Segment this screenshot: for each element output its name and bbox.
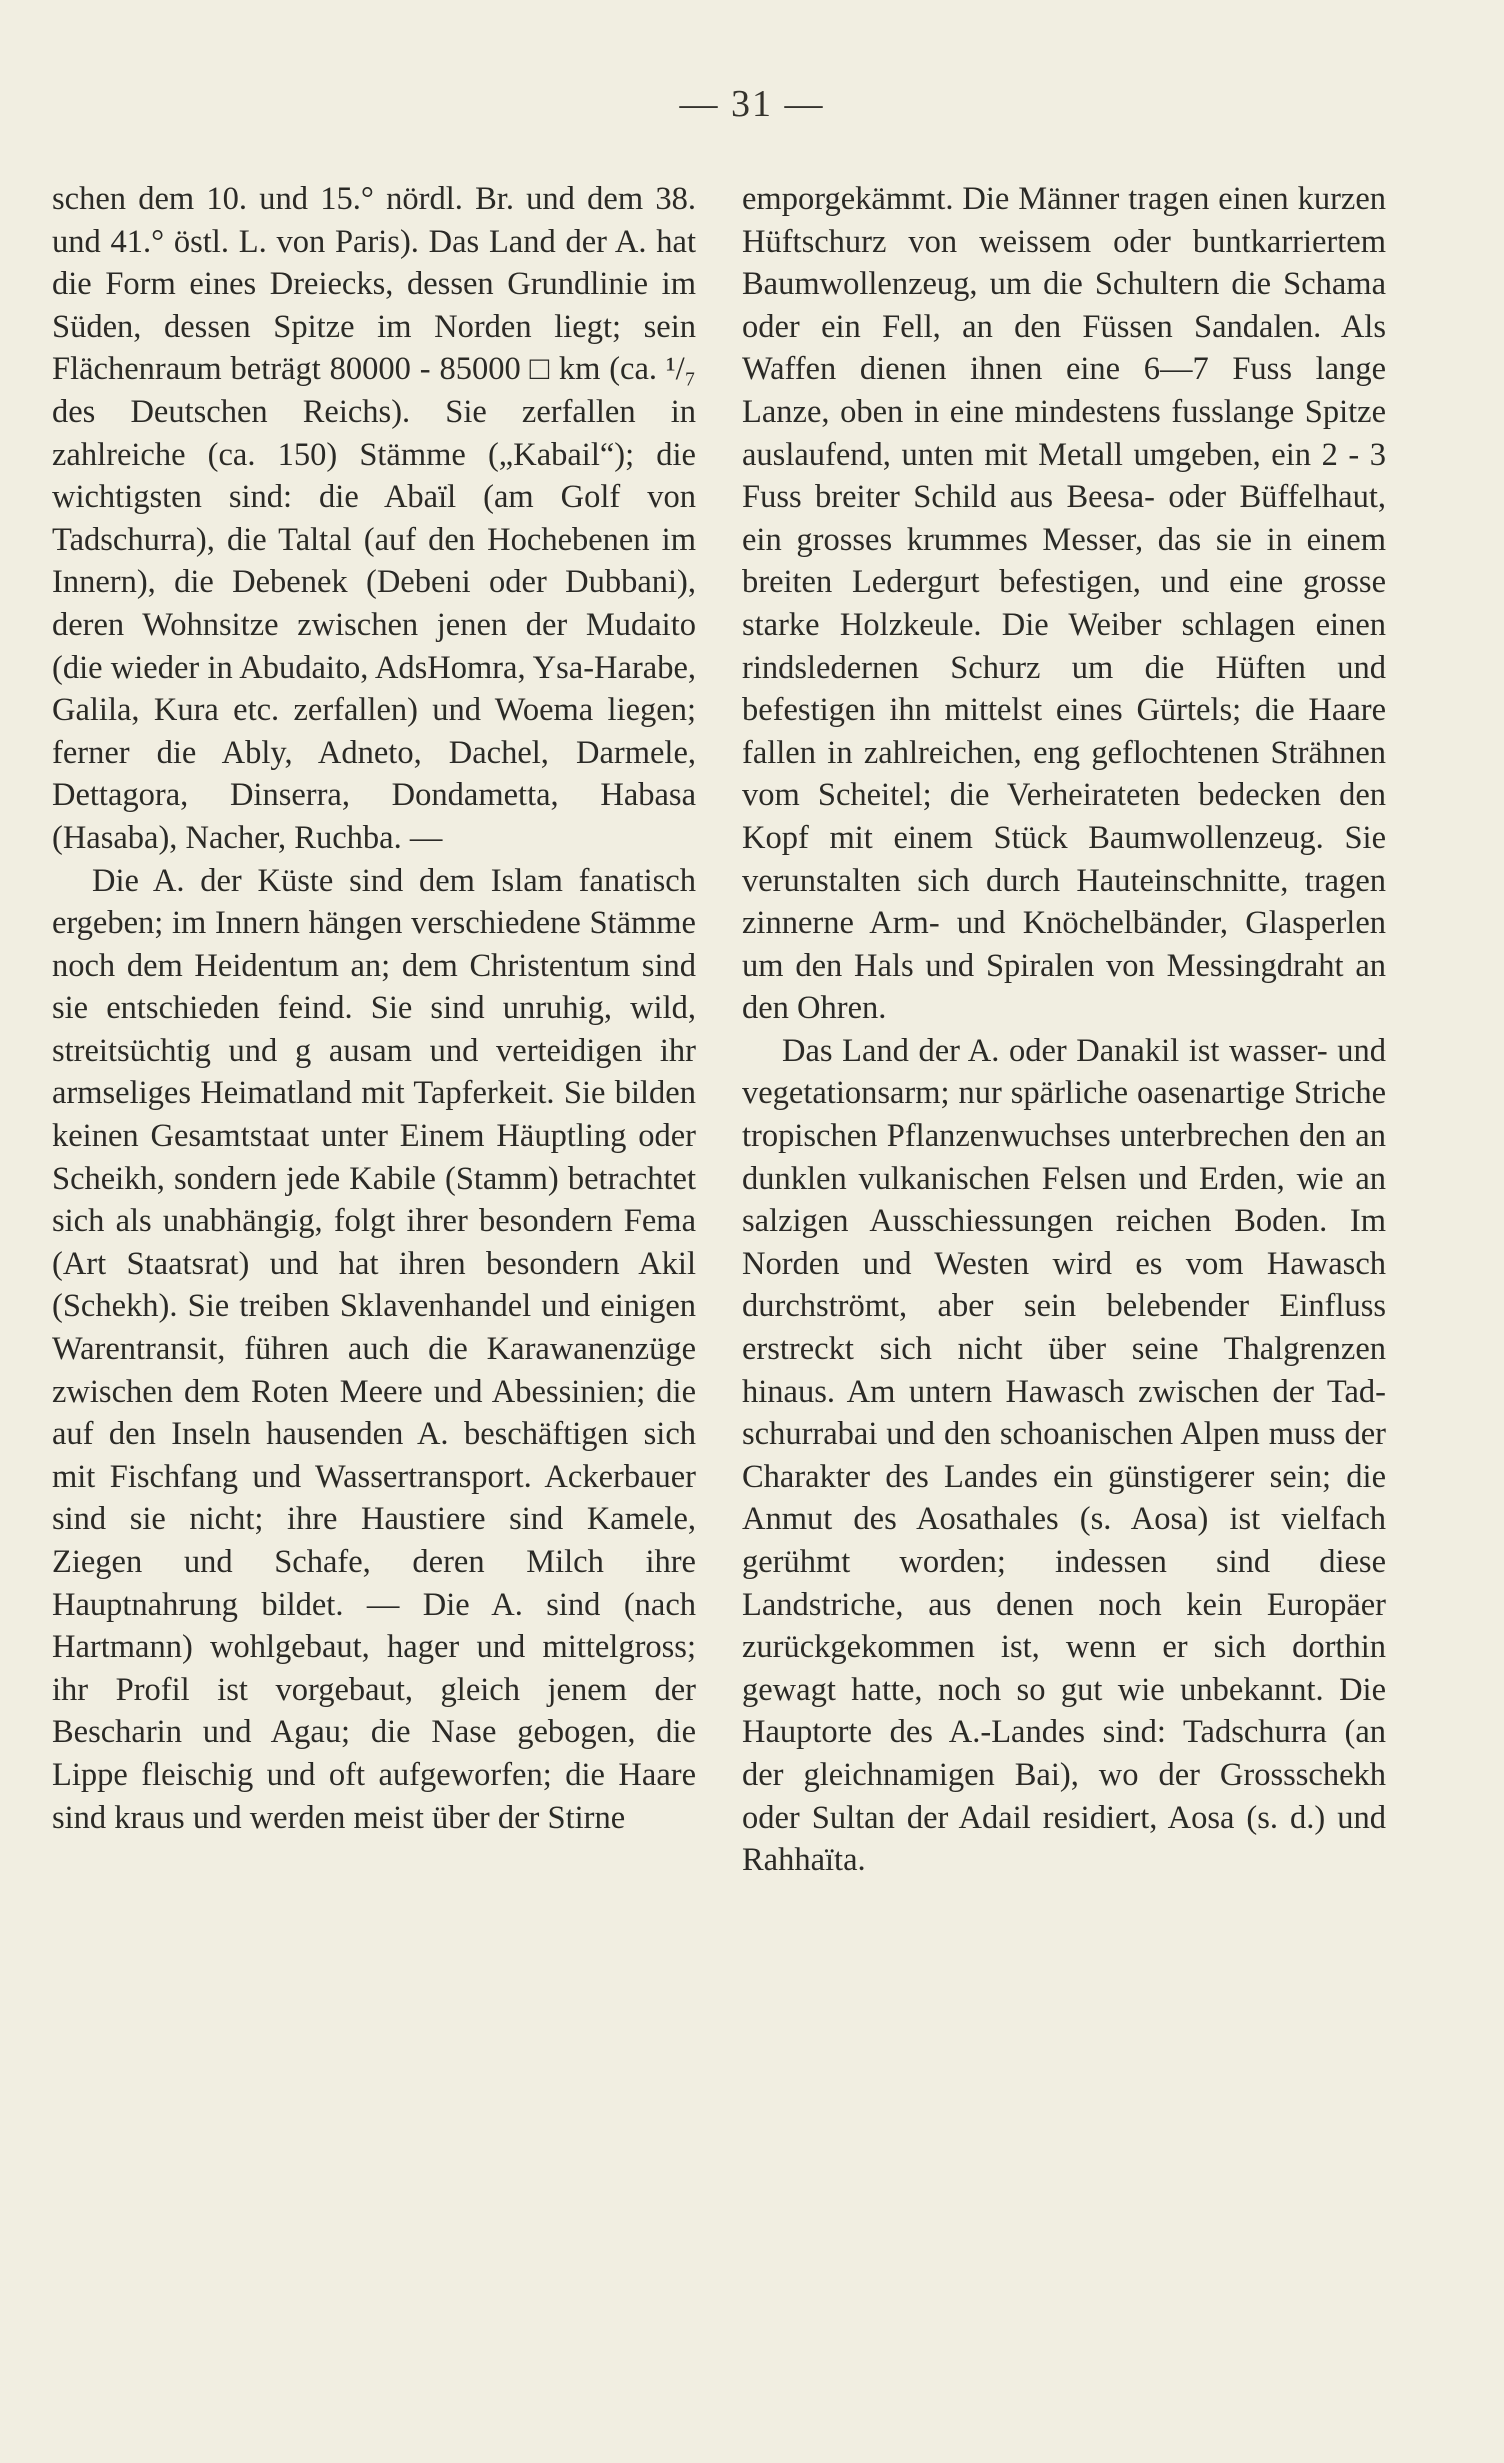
paragraph: emporgekämmt. Die Männer tragen einen kurzen Hüftschurz von weissem oder buntkarriertem Baumwollenzeug, um die Schultern die Schama oder ein Fell, an den Füssen Sandalen. Als Waffen dienen ihnen eine 6—7 Fuss lange Lanze, oben in eine mindestens fusslange Spitze auslaufend, unten mit Metall umgeben, ein 2 - 3 Fuss breiter Schild aus Beesa- oder Büffelhaut, ein grosses krummes Messer, das sie in einem breiten Ledergurt befestigen, und eine grosse starke Holzkeule. Die Weiber schlagen einen rindsledernen Schurz um die Hüften und befestigen ihn mittelst eines Gürtels; die Haare fallen in zahlreichen, eng geflochtenen Strähnen vom Scheitel; die Verheirateten bedecken den Kopf mit einem Stück Baumwollenzeug. Sie verunstalten sich durch Hauteinschnitte, tragen zinnerne Arm- und Knöchelbänder, Glasperlen um den Hals und Spiralen von Messingdraht an den Ohren. [742, 181, 1386, 1027]
paragraph: Das Land der A. oder Danakil ist wasser- und vegetationsarm; nur spärliche oasenartige Striche tropischen Pflanzenwuchses unterbrechen den an dunklen vulkanischen Felsen und Erden, wie an salzigen Ausschiessungen reichen Boden. Im Norden und Westen wird es vom Hawasch durchströmt, aber sein belebender Einfluss erstreckt sich nicht über seine Thalgrenzen hinaus. Am untern Hawasch zwischen der Tadschurrabai und den schoanischen Alpen muss der Charakter des Landes ein günstigerer sein; die Anmut des Aosathales (s. Aosa) ist vielfach gerühmt worden; indessen sind diese Landstriche, aus denen noch kein Europäer zurückgekommen ist, wenn er sich dorthin gewagt hatte, noch so gut wie unbekannt. Die Hauptorte des A.-Landes sind: Tadschurra (an der gleichnamigen Bai), wo der Grossschekh oder Sultan der Adail residiert, Aosa (s. d.) und Rahhaïta. [742, 1032, 1386, 1879]
right-column [742, 178, 1386, 1882]
paragraph: schen dem 10. und 15.° nördl. Br. und dem 38. und 41.° östl. L. von Paris). Das Land der A. hat die Form eines Dreiecks, dessen Grundlinie im Süden, dessen Spitze im Norden liegt; sein Flächenraum beträgt 80000 - 85000 □ km (ca. ¹/₇ des Deutschen Reichs). Sie zerfallen in zahlreiche (ca. 150) Stämme („Kabail“); die wichtigsten sind: die Abaïl (am Golf von Tadschurra), die Taltal (auf den Hochebenen im Innern), die Debenek (Debeni oder Dubbani), deren Wohnsitze zwischen jenen der Mudaito (die wieder in Abudaito, AdsHomra, Ysa-Harabe, Galila, Kura etc. zerfallen) und Woema liegen; ferner die Ably, Adneto, Dachel, Darmele, Dettagora, Dinserra, Dondametta, Habasa (Hasaba), Nacher, Ruchba. — [52, 181, 696, 856]
page-number: — 31 — [679, 83, 825, 125]
paragraph: Die A. der Küste sind dem Islam fanatisch ergeben; im Innern hängen verschiedene Stämme noch dem Heidentum an; dem Christentum sind sie entschieden feind. Sie sind unruhig, wild, streitsüchtig und g ausam und verteidigen ihr armseliges Heimatland mit Tapferkeit. Sie bilden keinen Gesamtstaat unter Einem Häuptling oder Scheikh, sondern jede Kabile (Stamm) betrachtet sich als unabhängig, folgt ihrer besondern Fema (Art Staatsrat) und hat ihren besondern Akil (Schekh). Sie treiben Sklavenhandel und einigen Warentransit, führen auch die Karawanenzüge zwischen dem Roten Meere und Abessinien; die auf den Inseln hausenden A. beschäftigen sich mit Fischfang und Wassertransport. Ackerbauer sind sie nicht; ihre Haustiere sind Kamele, Ziegen und Schafe, deren Milch ihre Hauptnahrung bildet. — Die A. sind (nach Hartmann) wohlgebaut, hager und mittelgross; ihr Profil ist vorgebaut, gleich jenem der Bescharin und Agau; die Nase gebogen, die Lippe fleischig und oft aufgeworfen; die Haare sind kraus und werden meist über der Stirne [52, 862, 696, 1836]
left-column [52, 178, 696, 1839]
